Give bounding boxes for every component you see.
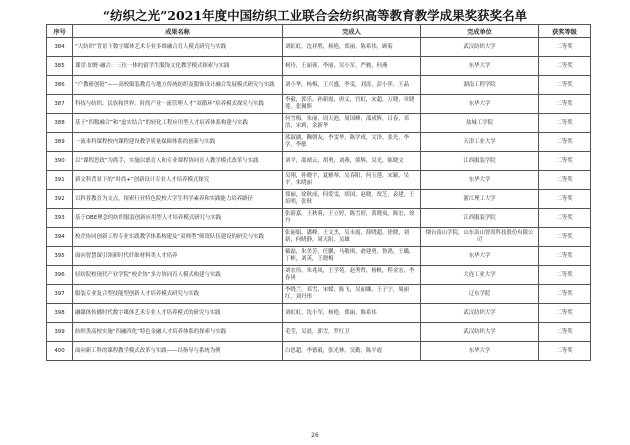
- row-number: 389: [47, 133, 73, 152]
- achievement-name: 纺织类高校实施“四融四化”特色金融人才培养体系的探索与实践: [73, 323, 283, 342]
- completers: 吴翔，孙晓宇，夏雅琴，吴春阳，何玉莲，宋颖，吴平，朱晓丽: [283, 171, 421, 190]
- table-row: [47, 266, 591, 285]
- completers: 张丽娟，潘峰，王文杰，吴永霞，薛晓超，徐晓，刘新，何晓静，周天阳，吴雄: [283, 228, 421, 247]
- completers: 蓝淑涵，鞠朝友，李雯华，陈学成，文泽，张光，李学，李敏: [283, 133, 421, 152]
- award-level: 二等奖: [539, 228, 591, 247]
- completing-unit: 东华大学: [421, 171, 539, 190]
- completing-unit: 东华大学: [421, 247, 539, 266]
- table-row: [47, 228, 591, 247]
- table-row: [47, 304, 591, 323]
- completers: 毛莹，吴晨，郭雪，罗红卫: [283, 323, 421, 342]
- completing-unit: 天津工业大学: [421, 133, 539, 152]
- award-level: 二等奖: [539, 57, 591, 76]
- completers: 白思超，李德毅，张光林，吴勤，陈平霞: [283, 342, 421, 361]
- page-number: 26: [311, 432, 319, 439]
- award-level: 二等奖: [539, 190, 591, 209]
- completing-unit: 烟台南山学院，山东南山智尚科技股份有限公司: [421, 228, 539, 247]
- award-level: 二等奖: [539, 285, 591, 304]
- completers: 刘小华，杨梅，王兴盛，李雯，刘涛，彭小萍，王晶: [283, 76, 421, 95]
- award-level: 二等奖: [539, 323, 591, 342]
- award-level: 二等奖: [539, 342, 591, 361]
- header-num: 序号: [47, 25, 73, 38]
- row-number: 387: [47, 95, 73, 114]
- table-row: [47, 247, 591, 266]
- row-number: 395: [47, 247, 73, 266]
- completing-unit: 武汉纺织大学: [421, 323, 539, 342]
- completers: 张蔚嘉，王秋蓉，王立婷，陈雪婷，黄晓岚，陈宏，徐丹: [283, 209, 421, 228]
- row-number: 392: [47, 190, 73, 209]
- achievement-name: 一流本科课程校内课程建设教学质量保障体系的创新与实践: [73, 133, 283, 152]
- completing-unit: 武汉纺织大学: [421, 304, 539, 323]
- table-header-row: [47, 25, 591, 38]
- completing-unit: 浙江理工大学: [421, 190, 539, 209]
- completing-unit: 盐城工学院: [421, 114, 539, 133]
- header-level: 获奖等级: [539, 25, 591, 38]
- award-level: 二等奖: [539, 76, 591, 95]
- award-level: 二等奖: [539, 114, 591, 133]
- completers: 刘虹虹，沈祥胜，杨艳，郑丽，陈希伟，顾菊: [283, 38, 421, 57]
- table-row: [47, 323, 591, 342]
- completers: 刘宏伟，朱兆凤，王学苑，赵秀哲，杨帆，程金宏，李春岗: [283, 266, 421, 285]
- achievement-name: 以科普教育为支点，探索行业特色院校大学生科学素养和实践能力培养路径: [73, 190, 283, 209]
- award-level: 二等奖: [539, 152, 591, 171]
- row-number: 398: [47, 304, 73, 323]
- completing-unit: 江西服装学院: [421, 152, 539, 171]
- completers: 李晓兰，邓雪，宋媛，陈飞，吴丽娜，王子宁，周丽红，刘丹彤: [283, 285, 421, 304]
- table-row: [47, 38, 591, 57]
- achievement-name: 融媒体传播时代数字媒体艺术专业人才培养模式的研究与实践: [73, 304, 283, 323]
- completing-unit: 东华大学: [421, 342, 539, 361]
- achievement-name: 服装专业复合型技能型创新人才培养模式研究与实践: [73, 285, 283, 304]
- header-name: 成果名称: [73, 25, 283, 38]
- table-row: [47, 57, 591, 76]
- row-number: 396: [47, 266, 73, 285]
- completing-unit: 东华大学: [421, 57, 539, 76]
- award-level: 二等奖: [539, 304, 591, 323]
- achievement-name: 基于“四数融合”和“虚实结合”的轻化工程应用型人才培养体系构建与实践: [73, 114, 283, 133]
- award-level: 二等奖: [539, 247, 591, 266]
- table-row: [47, 114, 591, 133]
- table-row: [47, 95, 591, 114]
- completers: 李毅，郭乐，孙新霞，唐义，宫虹，宋超，万晓，章晓莲，张佩斯: [283, 95, 421, 114]
- table-row: [47, 171, 591, 190]
- row-number: 393: [47, 209, 73, 228]
- row-number: 394: [47, 228, 73, 247]
- table-row: [47, 76, 591, 95]
- row-number: 391: [47, 171, 73, 190]
- achievement-name: 面向新工科的课程教学模式改革与实践——以指导与系统为例: [73, 342, 283, 361]
- completers: 郑丽，徐秋成，何爱雯，胡国，赵晓，贾芝，袁建，王培明，张秋: [283, 190, 421, 209]
- table-row: [47, 133, 591, 152]
- award-level: 二等奖: [539, 266, 591, 285]
- achievement-name: “产教研创链”——高校服装教育与地方传统纺织及服饰设计融合发展模式研究与实践: [73, 76, 283, 95]
- row-number: 399: [47, 323, 73, 342]
- completers: 柯玲，王丽蓉，李丽，吴小军，严骏，何燕: [283, 57, 421, 76]
- award-level: 二等奖: [539, 171, 591, 190]
- award-level: 二等奖: [539, 95, 591, 114]
- table-row: [47, 209, 591, 228]
- row-number: 400: [47, 342, 73, 361]
- completing-unit: 江西服装学院: [421, 209, 539, 228]
- row-number: 390: [47, 152, 73, 171]
- achievement-name: 面向智慧课引领新时代纤维材料类人才培养: [73, 247, 283, 266]
- completers: 刘虹虹，沈小军，杨艳，郑丽，陈希伟: [283, 304, 421, 323]
- achievement-name: 以“课程思政”为抓手，实施以德育人和专业课程协同育人教学模式改革与实践: [73, 152, 283, 171]
- table-row: [47, 190, 591, 209]
- achievement-name: 校企协同创新工程专业实践教学体系构建及“双师型”师资队伍建设的研究与实践: [73, 228, 283, 247]
- completers: 何雪梅，朱丽，周天池，周国峰，邵成辉，吕春，邓浩，宋莉，余新华: [283, 114, 421, 133]
- table-row: [47, 342, 591, 361]
- award-level: 二等奖: [539, 133, 591, 152]
- award-table: [46, 24, 591, 361]
- completing-unit: 武汉纺织大学: [421, 38, 539, 57]
- achievement-name: 科技与纺织、民族和世界：时尚产业一流管理人才“双循环”培养模式探究与实践: [73, 95, 283, 114]
- achievement-name: 轻纺院校现代产业学院“校企协”多方协同育人模式构建与实践: [73, 266, 283, 285]
- completing-unit: 湖南工程学院: [421, 76, 539, 95]
- row-number: 397: [47, 285, 73, 304]
- page-title: “纺织之光”2021年度中国纺织工业联合会纺织高等教育教学成果奖获奖名单: [102, 8, 528, 23]
- achievement-name: 课堂·加野·融合：三位一体的留学生服饰文化教学模式探索与实践: [73, 57, 283, 76]
- completing-unit: 大连工业大学: [421, 266, 539, 285]
- award-level: 二等奖: [539, 38, 591, 57]
- completing-unit: 辽东学院: [421, 285, 539, 304]
- row-number: 385: [47, 57, 73, 76]
- header-unit: 完成单位: [421, 25, 539, 38]
- completing-unit: 东华大学: [421, 95, 539, 114]
- table-row: [47, 285, 591, 304]
- completers: 戴磊，朱美芳，任鹏，马敬琪，俞建勇，鲁鸿，王璐，丁彬，刘英，王晓梅: [283, 247, 421, 266]
- table-row: [47, 152, 591, 171]
- completers: 刘平，邵晴云，胡勇，刘燕，熊辉，吴光，陈晓文: [283, 152, 421, 171]
- row-number: 386: [47, 76, 73, 95]
- award-level: 二等奖: [539, 209, 591, 228]
- row-number: 388: [47, 114, 73, 133]
- header-people: 完成人: [283, 25, 421, 38]
- achievement-name: 基于OBE理念的纺织服装创新应用型人才培养模式研究与实践: [73, 209, 283, 228]
- achievement-name: “大纺织”背景下数字媒体艺术专业多维融合育人模式研究与实践: [73, 38, 283, 57]
- row-number: 384: [47, 38, 73, 57]
- achievement-name: 新文科背景下的“时尚+”创新设计专业人才培养模式探究: [73, 171, 283, 190]
